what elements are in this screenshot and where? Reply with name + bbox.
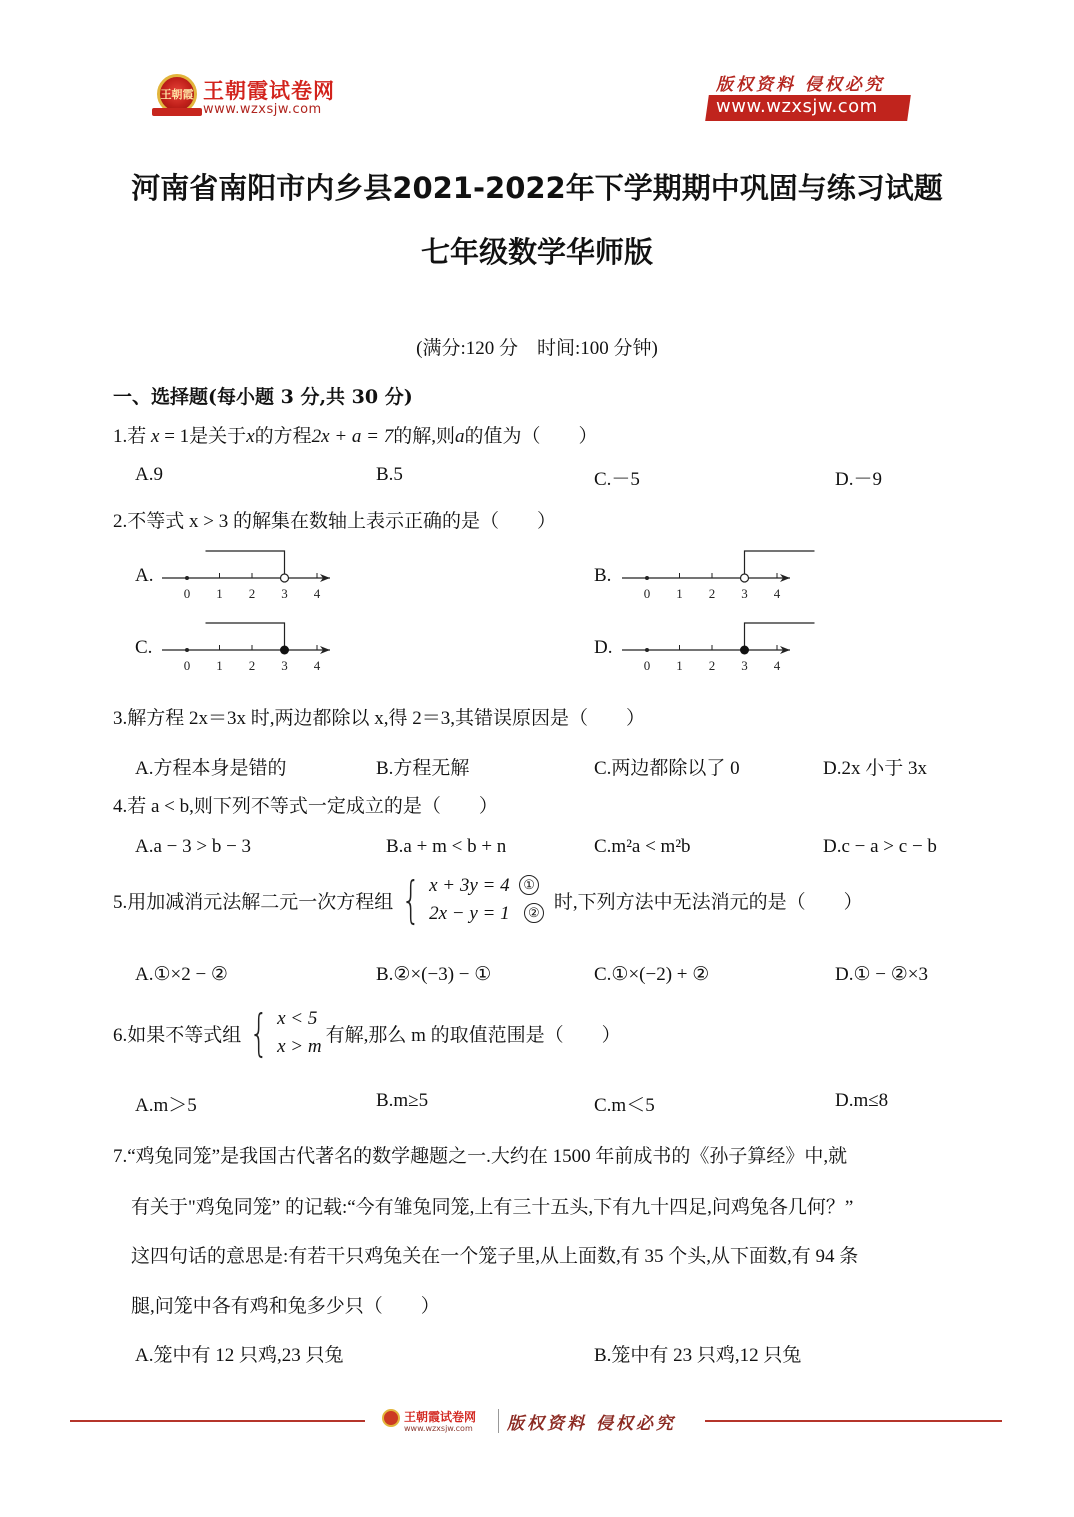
- question-2-stem: 2.不等式 x > 3 的解集在数轴上表示正确的是（ ）: [113, 511, 556, 532]
- logo-ribbon: [152, 108, 202, 116]
- question-5-stem: [113, 871, 863, 929]
- logo-emblem-icon: 王朝霞: [157, 74, 197, 114]
- q6-inequality-2: x > m: [277, 1036, 322, 1057]
- q2-option-c-label[interactable]: C.: [135, 637, 153, 658]
- site-logo-url[interactable]: www.wzxsjw.com: [203, 102, 322, 117]
- q5-option-d[interactable]: D.① − ②×3: [835, 964, 928, 985]
- q1-text: 的值为（ ）: [464, 426, 598, 447]
- q1-var: x: [246, 426, 255, 447]
- tick-label: 4: [773, 658, 781, 673]
- q2-option-a-label[interactable]: A.: [135, 565, 154, 586]
- q4-option-a[interactable]: A.a − 3 > b − 3: [135, 836, 252, 857]
- origin-dot: [645, 648, 649, 652]
- circled-1-icon: ①: [519, 875, 539, 895]
- q6-option-c[interactable]: C.m＜5: [594, 1095, 655, 1116]
- question-3-stem: 3.解方程 2x＝3x 时,两边都除以 x,得 2＝3,其错误原因是（ ）: [113, 708, 646, 729]
- exam-title: 河南省南阳市内乡县2021-2022年下学期期中巩固与练习试题: [131, 171, 943, 205]
- q1-option-a[interactable]: A.9: [135, 464, 163, 485]
- question-7-line-1: 7.“鸡兔同笼”是我国古代著名的数学趣题之一.大约在 1500 年前成书的《孙子算经》中,就: [113, 1146, 848, 1167]
- footer-site-name[interactable]: 王朝霞试卷网: [404, 1410, 477, 1424]
- tick-label: 1: [216, 658, 223, 673]
- tick-label: 1: [216, 586, 223, 601]
- q1-option-d[interactable]: D.－9: [835, 469, 882, 490]
- left-brace-icon: {: [249, 1004, 269, 1062]
- tick-label: 4: [773, 586, 781, 601]
- exam-subtitle: 七年级数学华师版: [420, 235, 653, 269]
- q1-var: a: [454, 426, 465, 447]
- q4-option-b[interactable]: B.a + m < b + n: [386, 836, 507, 857]
- site-logo-title[interactable]: 王朝霞试卷网: [203, 79, 335, 103]
- q5-option-c[interactable]: C.①×(−2) + ②: [594, 964, 710, 985]
- tick-label: 0: [183, 586, 191, 601]
- footer-copyright: 版权资料 侵权必究: [507, 1414, 676, 1434]
- tick-label: 4: [313, 586, 321, 601]
- q7-option-a[interactable]: A.笼中有 12 只鸡,23 只兔: [135, 1345, 344, 1366]
- tick-label: 2: [248, 658, 256, 673]
- footer-separator: [498, 1409, 499, 1433]
- origin-dot: [645, 576, 649, 580]
- tick-label: 3: [281, 658, 288, 673]
- q3-option-a[interactable]: A.方程本身是错的: [135, 758, 287, 779]
- q4-option-d[interactable]: D.c − a > c − b: [823, 836, 937, 857]
- solution-bracket: [206, 623, 285, 650]
- q5-equation-2: 2x − y = 1: [429, 903, 510, 924]
- q4-option-c[interactable]: C.m²a < m²b: [594, 836, 691, 857]
- q1-option-b[interactable]: B.5: [376, 464, 403, 485]
- q1-text: 是关于: [189, 426, 247, 447]
- tick-label: 0: [643, 586, 651, 601]
- tick-label: 0: [643, 658, 651, 673]
- left-brace-icon: {: [401, 871, 421, 929]
- tick-label: 3: [281, 586, 288, 601]
- tick-label: 1: [676, 586, 683, 601]
- question-1-stem: [113, 421, 598, 448]
- open-point-icon: [741, 574, 749, 582]
- tick-label: 3: [741, 658, 748, 673]
- q2-option-b-number-line[interactable]: [620, 545, 820, 605]
- q7-option-b[interactable]: B.笼中有 23 只鸡,12 只兔: [594, 1345, 802, 1366]
- question-4-stem: 4.若 a < b,则下列不等式一定成立的是（ ）: [113, 796, 498, 817]
- q1-text: 的方程: [254, 426, 312, 447]
- section-heading: 一、选择题(每小题 3 分,共 30 分): [113, 386, 413, 408]
- exam-info: (满分:120 分 时间:100 分钟): [416, 338, 658, 359]
- q2-option-d-label[interactable]: D.: [594, 637, 613, 658]
- q3-option-d[interactable]: D.2x 小于 3x: [823, 758, 927, 779]
- tick-label: 2: [708, 586, 716, 601]
- q5-text: 5.用加减消元法解二元一次方程组: [113, 891, 394, 913]
- q2-option-d-number-line[interactable]: [620, 617, 820, 677]
- q1-eq: = 1: [159, 426, 190, 447]
- footer-divider-left: [70, 1420, 365, 1422]
- question-7-line-2: 有关于"鸡兔同笼” 的记载:“今有雏兔同笼,上有三十五头,下有九十四足,问鸡兔各几何？”: [131, 1197, 854, 1218]
- tick-label: 3: [741, 586, 748, 601]
- open-point-icon: [281, 574, 289, 582]
- q6-text: 有解,那么 m 的取值范围是（ ）: [325, 1024, 621, 1046]
- q1-var: x: [151, 426, 160, 447]
- closed-point-icon: [280, 646, 289, 655]
- q3-option-c[interactable]: C.两边都除以了 0: [594, 758, 740, 779]
- origin-dot: [185, 576, 189, 580]
- q2-option-b-label[interactable]: B.: [594, 565, 612, 586]
- q6-text: 6.如果不等式组: [113, 1024, 242, 1046]
- q5-equation-1: x + 3y = 4: [429, 875, 510, 896]
- closed-point-icon: [740, 646, 749, 655]
- q5-equation-system: [393, 871, 544, 929]
- q2-option-c-number-line[interactable]: [160, 617, 350, 677]
- q5-text: 时,下列方法中无法消元的是（ ）: [553, 891, 863, 913]
- footer-logo-icon: [382, 1409, 400, 1427]
- tick-label: 1: [676, 658, 683, 673]
- footer-site-url[interactable]: www.wzxsjw.com: [404, 1424, 473, 1433]
- tick-label: 0: [183, 658, 191, 673]
- q2-option-a-number-line[interactable]: [160, 545, 350, 605]
- q1-option-c[interactable]: C.－5: [594, 469, 640, 490]
- question-6-stem: [113, 1004, 621, 1062]
- q5-option-a[interactable]: A.①×2 − ②: [135, 964, 228, 985]
- q1-equation: 2x + a = 7: [311, 426, 394, 447]
- question-7-line-3: 这四句话的意思是:有若干只鸡兔关在一个笼子里,从上面数,有 35 个头,从下面数,有 94 条: [131, 1246, 859, 1267]
- tick-label: 2: [708, 658, 716, 673]
- solution-bracket: [745, 623, 815, 650]
- q6-option-d[interactable]: D.m≤8: [835, 1090, 889, 1111]
- footer-divider-right: [705, 1420, 1002, 1422]
- copyright-notice: 版权资料 侵权必究: [716, 75, 885, 95]
- tick-label: 4: [313, 658, 321, 673]
- q6-inequality-1: x < 5: [277, 1008, 318, 1029]
- origin-dot: [185, 648, 189, 652]
- q3-option-b[interactable]: B.方程无解: [376, 758, 470, 779]
- question-7-line-4: 腿,问笼中各有鸡和兔多少只（ ）: [131, 1296, 440, 1317]
- q6-inequality-system: [241, 1004, 322, 1062]
- q6-option-b[interactable]: B.m≥5: [376, 1090, 429, 1111]
- copyright-url-link[interactable]: www.wzxsjw.com: [716, 96, 878, 117]
- q5-option-b[interactable]: B.②×(−3) − ①: [376, 964, 492, 985]
- solution-bracket: [745, 551, 815, 578]
- q1-text: 的解,则: [393, 426, 455, 447]
- tick-label: 2: [248, 586, 256, 601]
- q6-option-a[interactable]: A.m＞5: [135, 1095, 197, 1116]
- solution-bracket: [206, 551, 285, 578]
- q1-text: 1.若: [113, 426, 147, 447]
- circled-2-icon: ②: [524, 903, 544, 923]
